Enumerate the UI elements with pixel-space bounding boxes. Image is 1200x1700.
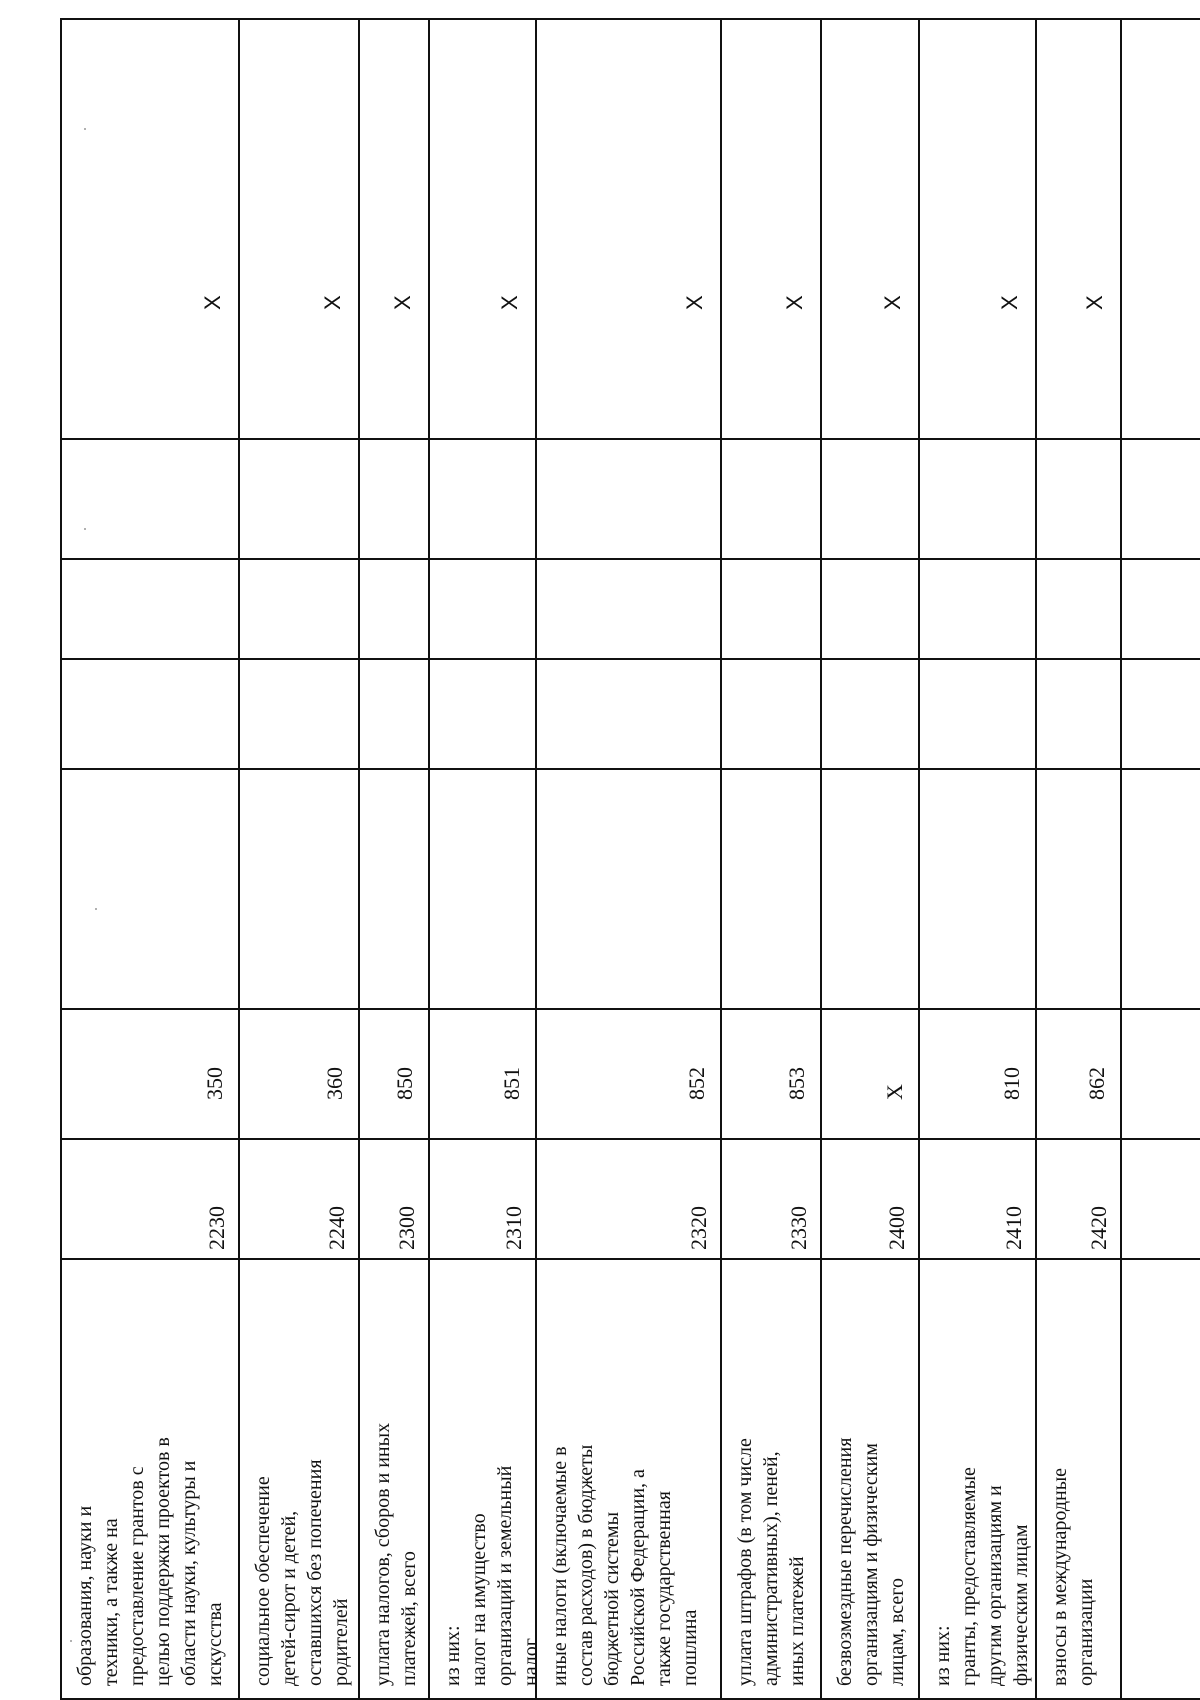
- row-kbk: 360: [322, 1067, 347, 1100]
- column-divider: [60, 438, 1200, 440]
- row-mark: Х: [682, 295, 707, 310]
- row-label: из них: налог на имущество организаций и земельный налог: [442, 1465, 542, 1686]
- row-divider: [918, 20, 920, 1700]
- row-divider: [358, 20, 360, 1700]
- row-kbk: 350: [202, 1067, 227, 1100]
- row-label: из них: гранты, предоставляемые другим организациям и физическим лицам: [932, 1467, 1032, 1686]
- row-code: 2230: [204, 1206, 229, 1250]
- row-label: иные налоги (включаемые в состав расходов) в бюджеты бюджетной системы Российской Федерации, а также государственная пошлина: [549, 1444, 701, 1686]
- row-divider: [1120, 20, 1122, 1700]
- row-kbk: 850: [392, 1067, 417, 1100]
- column-divider: [60, 1138, 1200, 1140]
- row-kbk: 862: [1084, 1067, 1109, 1100]
- expenditure-table: [60, 20, 1200, 1700]
- row-mark: Х: [1082, 295, 1107, 310]
- row-label: уплата налогов, сборов и иных платежей, всего: [372, 1422, 420, 1686]
- row-mark: Х: [997, 295, 1022, 310]
- row-kbk: 851: [499, 1067, 524, 1100]
- row-label: уплата штрафов (в том числе административных), пеней, иных платежей: [734, 1438, 808, 1686]
- row-mark: Х: [200, 295, 225, 310]
- column-divider: [60, 18, 1200, 20]
- row-code: 2420: [1086, 1206, 1111, 1250]
- row-divider: [1035, 20, 1037, 1700]
- row-code: 2320: [686, 1206, 711, 1250]
- row-mark: Х: [497, 295, 522, 310]
- row-code: 2240: [324, 1206, 349, 1250]
- row-code: 2310: [501, 1206, 526, 1250]
- row-mark: Х: [880, 295, 905, 310]
- row-label: образования, науки и техники, а также на предоставление грантов с целью поддержки проектов в области науки, культуры и искусства: [74, 1437, 226, 1686]
- column-divider: [60, 768, 1200, 770]
- row-code: 2330: [786, 1206, 811, 1250]
- row-label: взносы в международные организации: [1049, 1467, 1097, 1686]
- row-kbk: 853: [784, 1067, 809, 1100]
- row-divider: [720, 20, 722, 1700]
- row-label: социальное обеспечение детей-сирот и детей, оставшихся без попечения родителей: [252, 1459, 352, 1686]
- row-divider: [238, 20, 240, 1700]
- row-mark: Х: [782, 295, 807, 310]
- column-divider: [60, 1008, 1200, 1010]
- row-kbk: 810: [999, 1067, 1024, 1100]
- row-code: 2410: [1001, 1206, 1026, 1250]
- row-code: 2400: [884, 1206, 909, 1250]
- column-divider: [60, 558, 1200, 560]
- row-mark: Х: [320, 295, 345, 310]
- row-mark: Х: [390, 295, 415, 310]
- row-divider: [428, 20, 430, 1700]
- column-divider: [60, 1258, 1200, 1260]
- column-divider: [60, 658, 1200, 660]
- row-code: 2300: [394, 1206, 419, 1250]
- row-kbk: Х: [882, 1084, 907, 1100]
- row-divider: [820, 20, 822, 1700]
- row-kbk: 852: [684, 1067, 709, 1100]
- row-label: безвозмездные перечисления организациям и физическим лицам, всего: [834, 1437, 908, 1686]
- row-divider: [60, 20, 62, 1700]
